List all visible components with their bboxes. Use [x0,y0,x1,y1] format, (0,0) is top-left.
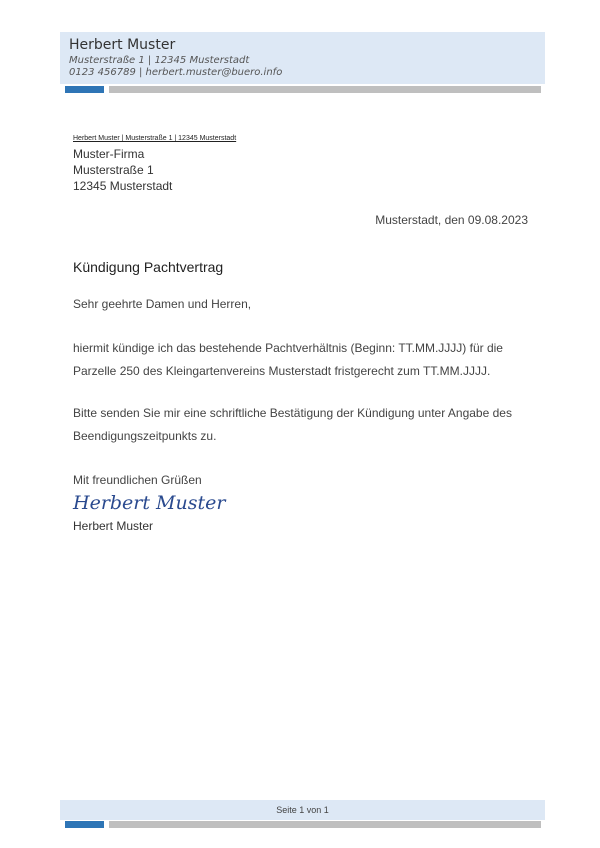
recipient-company: Muster-Firma [73,147,145,161]
body-line: hiermit kündige ich das bestehende Pachtverhältnis (Beginn: TT.MM.JJJJ) für die [73,341,503,355]
body-line: Bitte senden Sie mir eine schriftliche Bestätigung der Kündigung unter Angabe des [73,406,512,420]
return-address-line: Herbert Muster | Musterstraße 1 | 12345 Musterstadt [73,135,237,142]
salutation-text: Sehr geehrte Damen und Herren, [73,297,252,311]
body-paragraph-1 [73,337,533,383]
sender-name: Herbert Muster [69,37,176,53]
body-line: Beendigungszeitpunkts zu. [73,429,217,443]
closing [73,469,533,492]
letterhead [60,32,545,84]
body-paragraph-2 [73,402,533,448]
sender-contact: 0123 456789 | herbert.muster@buero.info [69,67,283,78]
body-line: Parzelle 250 des Kleingartenvereins Musterstadt fristgerecht zum TT.MM.JJJJ. [73,364,491,378]
recipient-city: 12345 Musterstadt [73,179,173,193]
footer-accent-bar [65,821,104,828]
signer-name: Herbert Muster [73,519,154,533]
page-number: Seite 1 von 1 [276,805,329,815]
recipient-address [73,146,172,194]
header-accent-bar [65,86,104,93]
salutation [73,293,533,316]
sender-address: Musterstraße 1 | 12345 Musterstadt [69,55,250,66]
handwritten-signature: Herbert Muster [73,492,226,514]
closing-text: Mit freundlichen Grüßen [73,473,202,487]
footer-divider-bar [109,821,541,828]
header-divider-bar [109,86,541,93]
recipient-street: Musterstraße 1 [73,163,154,177]
subject-line: Kündigung Pachtvertrag [73,259,224,275]
page-footer [60,800,545,820]
date-line: Musterstadt, den 09.08.2023 [375,213,528,227]
